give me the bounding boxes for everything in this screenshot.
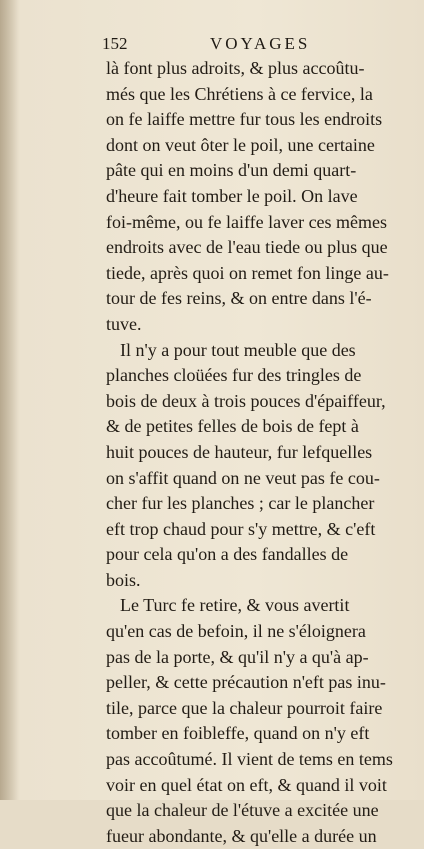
text-line: fueur abondante, & qu'elle a durée un (106, 825, 377, 846)
paragraph-2 (106, 338, 420, 594)
text-line: més que les Chrétiens à ce fervice, la (106, 83, 373, 104)
text-line: tour de fes reins, & on entre dans l'é- (106, 288, 372, 309)
text-line: tomber en foibleffe, quand on n'y eft (106, 723, 370, 744)
text-line: Le Turc fe retire, & vous avertit (120, 595, 350, 616)
text-line: foi-même, ou fe laiffe laver ces mêmes (106, 211, 388, 232)
text-line: cher fur les planches ; car le plancher (106, 493, 375, 514)
body-text (106, 56, 420, 849)
text-line: d'heure fait tomber le poil. On lave (106, 185, 358, 206)
text-line: bois. (106, 569, 141, 590)
text-line: endroits avec de l'eau tiede ou plus que (106, 237, 388, 258)
text-line: peller, & cette précaution n'eft pas inu- (106, 672, 386, 693)
text-line: là font plus adroits, & plus accoûtu- (106, 58, 365, 78)
book-title: VOYAGES (210, 34, 311, 53)
text-line: tiede, après quoi on remet fon linge au- (106, 262, 389, 283)
paragraph-1 (106, 56, 420, 338)
text-line: pour cela qu'on a des fandalles de (106, 544, 349, 565)
text-line: voir en quel état on eft, & quand il voit (106, 774, 387, 795)
text-line: qu'en cas de befoin, il ne s'éloignera (106, 621, 366, 642)
text-line: bois de deux à trois pouces d'épaiffeur, (106, 390, 386, 411)
text-line: pâte qui en moins d'un demi quart- (106, 160, 357, 181)
text-line: eft trop chaud pour s'y mettre, & c'eft (106, 518, 376, 539)
gutter-shadow (0, 0, 20, 800)
page-number: 152 (102, 34, 128, 53)
text-line: huit pouces de hauteur, fur lefquelles (106, 441, 373, 462)
text-line: tuve. (106, 313, 142, 334)
text-line: tile, parce que la chaleur pourroit faire (106, 697, 383, 718)
text-line: que la chaleur de l'étuve a excitée une (106, 800, 379, 821)
text-line: planches cloüées fur des tringles de (106, 365, 362, 386)
text-line: on fe laiffe mettre fur tous les endroits (106, 109, 383, 130)
text-line: pas de la porte, & qu'il n'y a qu'à ap- (106, 646, 369, 667)
text-line: pas accoûtumé. Il vient de tems en tems (106, 749, 393, 770)
text-line: on s'affit quand on ne veut pas fe cou- (106, 467, 380, 488)
paragraph-3 (106, 593, 420, 849)
text-line: dont on veut ôter le poil, une certaine (106, 134, 375, 155)
text-line: & de petites felles de bois de fept à (106, 416, 359, 437)
text-line: Il n'y a pour tout meuble que des (120, 339, 356, 360)
